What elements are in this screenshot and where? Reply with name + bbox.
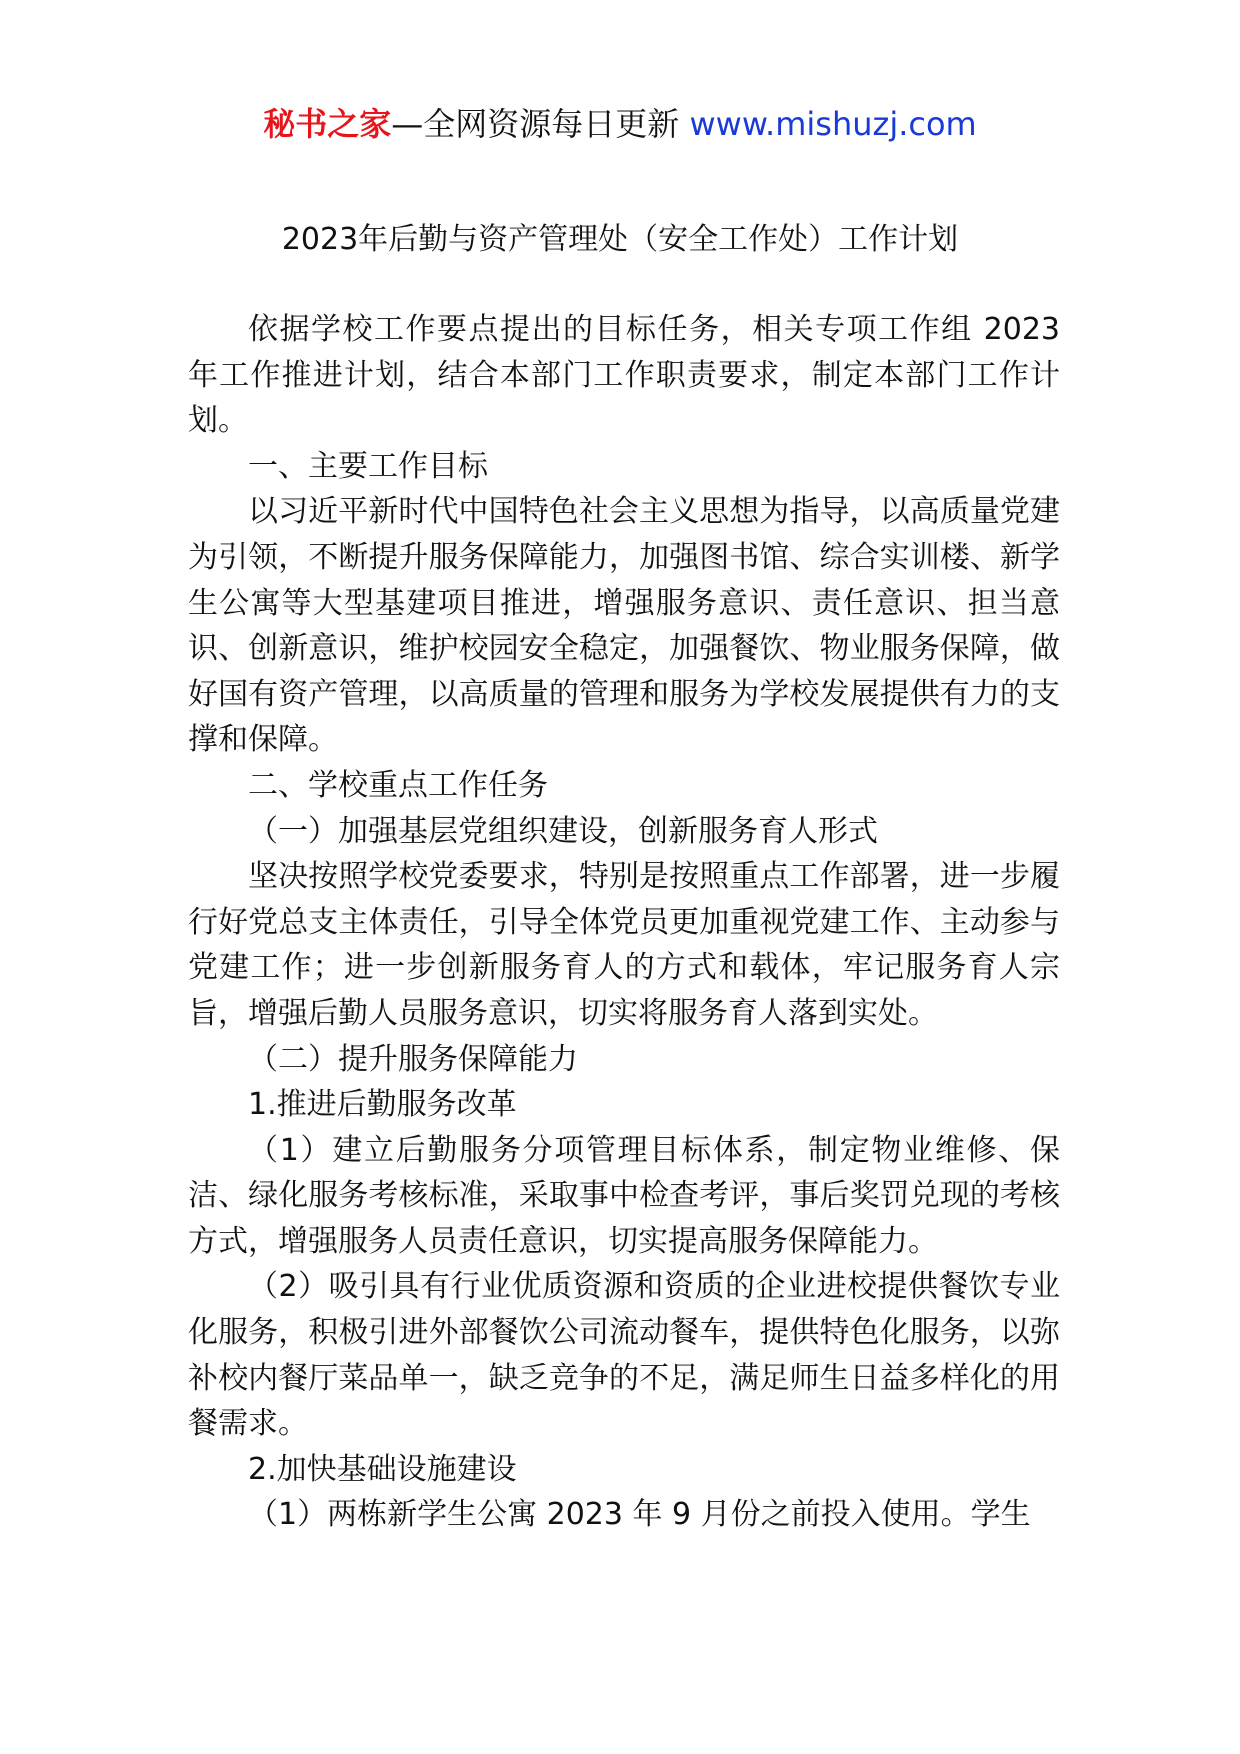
site-url-link[interactable]: www.mishuzj.com bbox=[689, 105, 977, 143]
site-header bbox=[0, 100, 1240, 148]
site-tagline: —全网资源每日更新 bbox=[391, 105, 690, 143]
intro-paragraph: 依据学校工作要点提出的目标任务，相关专项工作组 2023 年工作推进计划，结合本部门工作职责要求，制定本部门工作计划。 bbox=[188, 312, 1060, 439]
item-heading: 1.推进后勤服务改革 bbox=[248, 1087, 517, 1123]
paragraph: （1）两栋新学生公寓 2023 年 9 月份之前投入使用。学生 bbox=[248, 1497, 1031, 1533]
paragraph: （1）建立后勤服务分项管理目标体系，制定物业维修、保洁、绿化服务考核标准，采取事中检查考评，事后奖罚兑现的考核方式，增强服务人员责任意识，切实提高服务保障能力。 bbox=[188, 1132, 1060, 1259]
section-heading: 一、主要工作目标 bbox=[248, 448, 488, 484]
paragraph: 坚决按照学校党委要求，特别是按照重点工作部署，进一步履行好党总支主体责任，引导全体党员更加重视党建工作、主动参与党建工作；进一步创新服务育人的方式和载体，牢记服务育人宗旨，增强后勤人员服务意识，切实将服务育人落到实处。 bbox=[188, 859, 1060, 1031]
paragraph: （2）吸引具有行业优质资源和资质的企业进校提供餐饮专业化服务，积极引进外部餐饮公司流动餐车，提供特色化服务，以弥补校内餐厅菜品单一，缺乏竞争的不足，满足师生日益多样化的用餐需求。 bbox=[188, 1269, 1060, 1442]
paragraph: 以习近平新时代中国特色社会主义思想为指导，以高质量党建为引领，不断提升服务保障能力，加强图书馆、综合实训楼、新学生公寓等大型基建项目推进，增强服务意识、责任意识、担当意识、创新意识，维护校园安全稳定，加强餐饮、物业服务保障，做好国有资产管理，以高质量的管理和服务为学校发展提供有力的支撑和保障。 bbox=[188, 494, 1060, 758]
subsection-heading: （一）加强基层党组织建设，创新服务育人形式 bbox=[248, 813, 878, 849]
document-body bbox=[188, 307, 1060, 1538]
section-heading: 二、学校重点工作任务 bbox=[248, 767, 548, 803]
subsection-heading: （二）提升服务保障能力 bbox=[248, 1041, 578, 1077]
item-heading: 2.加快基础设施建设 bbox=[248, 1451, 517, 1487]
brand-name: 秘书之家 bbox=[263, 105, 392, 143]
document-title: 2023年后勤与资产管理处（安全工作处）工作计划 bbox=[281, 222, 959, 257]
